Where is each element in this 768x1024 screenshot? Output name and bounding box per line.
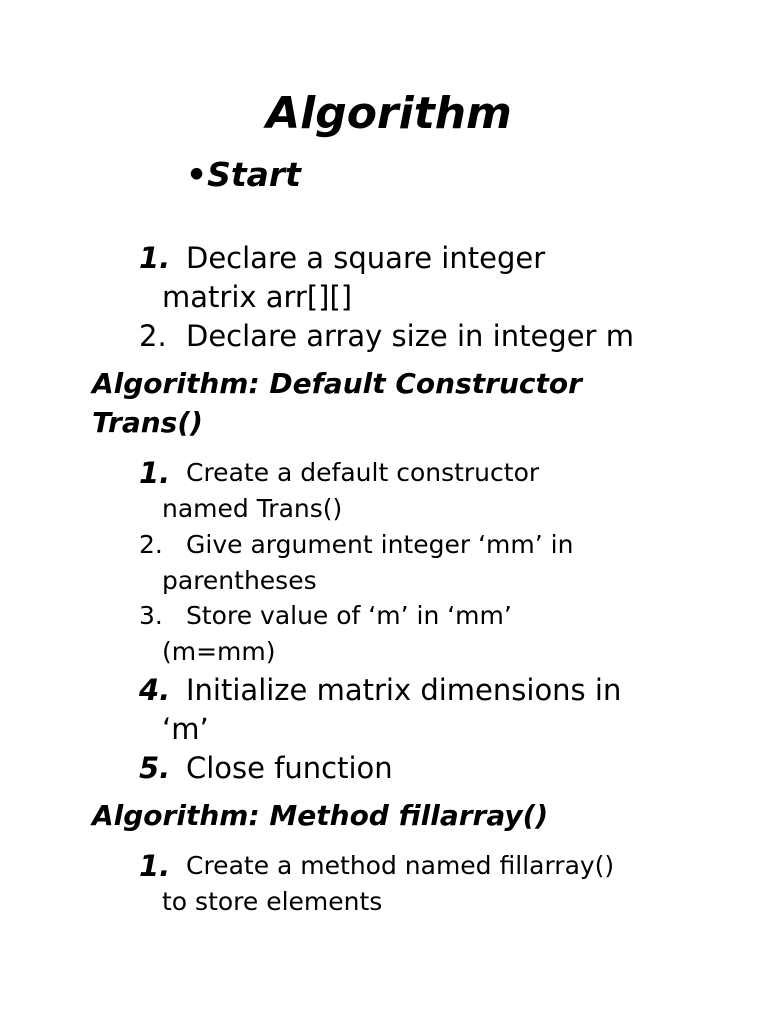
step-number: 1. [139,456,171,490]
step-text: Declare array size in integer m [186,319,634,353]
step-text: Give argument integer ‘mm’ in [186,530,574,559]
step-number: 5. [139,751,171,785]
step-text: Close function [186,751,393,785]
step-text: Store value of ‘m’ in ‘mm’ [186,601,512,630]
step-text: Declare a square integer [186,241,546,275]
start-bullet [186,154,301,196]
section-heading-continued: Trans() [92,406,203,439]
step-text: Initialize matrix dimensions in [186,673,622,707]
start-label: Start [207,155,301,194]
step-text-continued: ‘m’ [162,712,209,746]
step-text-continued: named Trans() [162,494,343,523]
step-text-continued: parentheses [162,566,317,595]
section-heading: Algorithm: Default Constructor [92,367,582,400]
page-title: Algorithm [266,88,512,139]
step-number: 2. [139,319,167,353]
step-number: 4. [139,673,171,707]
step-text: Create a method named fillarray() [186,851,615,880]
step-text-continued: matrix arr[][] [162,280,353,314]
step-text: Create a default constructor [186,458,540,487]
step-text-continued: to store elements [162,887,383,916]
step-number: 2. [139,530,163,559]
section-heading: Algorithm: Method fillarray() [92,799,549,832]
bullet-marker: • [186,155,208,194]
step-number: 1. [139,849,171,883]
step-number: 3. [139,601,163,630]
step-text-continued: (m=mm) [162,637,276,666]
step-number: 1. [139,241,171,275]
